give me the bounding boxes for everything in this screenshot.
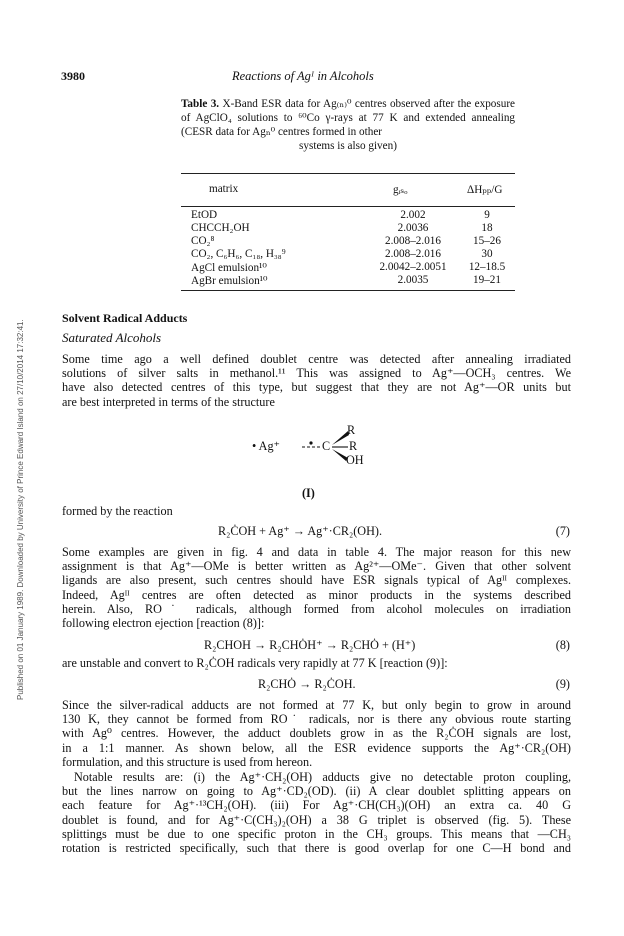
cell-g: 2.0042–2.0051	[379, 261, 447, 273]
text-line: rotation is restricted specifically, such that there is good overlap for one C—H bond and	[62, 841, 571, 856]
carbon-atom: C	[322, 439, 331, 453]
table-label: Table 3.	[181, 98, 220, 110]
text-line: Some examples are given in fig. 4 and data in table 4. The major reason for this new	[62, 545, 571, 559]
col-header-g: gᵢₛₒ	[393, 184, 408, 196]
table-row	[181, 222, 515, 235]
cell-dh: 9	[484, 209, 490, 221]
cell-dh: 18	[481, 222, 493, 234]
cell-dh: 15–26	[473, 235, 501, 247]
table-caption	[181, 97, 515, 153]
col-header-matrix: matrix	[209, 183, 239, 195]
paragraph	[62, 770, 571, 855]
text-line: have also detected centres of this type, but suggest that they are not Ag⁺—OR units but	[62, 380, 571, 395]
text-line: solutions of silver salts in methanol.¹¹ This was assigned to Ag⁺—OCH₃ centres. We	[62, 366, 571, 381]
cell-matrix: AgCl emulsion¹⁰	[191, 262, 267, 274]
text-line: each feature for Ag⁺·¹³CH₂(OH). (iii) For Ag⁺·CH(CH₃)(OH) an extra ca. 40 G	[62, 798, 571, 813]
cell-g: 2.008–2.016	[385, 235, 441, 247]
ag-center: • Ag⁺	[252, 439, 280, 453]
chemical-structure-I	[252, 423, 368, 483]
cell-g: 2.0036	[397, 222, 429, 234]
oh-group: OH	[346, 453, 364, 467]
equation-number: (7)	[555, 524, 570, 538]
caption-line: (CESR data for Agₙ⁰ centres formed in other	[181, 126, 383, 138]
cell-matrix: AgBr emulsion¹⁰	[191, 275, 268, 287]
text-line: splittings must be due to one specific proton in the CH₃ groups. This means that —CH₃	[62, 826, 571, 841]
cell-dh: 30	[481, 248, 493, 260]
paragraph	[62, 352, 571, 409]
cell-g: 2.002	[400, 209, 426, 221]
text-line: Notable results are: (i) the Ag⁺·CH₂(OH) adducts give no detectable proton coupling,	[74, 770, 571, 784]
cell-g: 2.008–2.016	[385, 248, 441, 260]
table-bottom-rule	[181, 290, 515, 291]
text-line: Some time ago a well defined doublet centre was detected after annealing irradiated	[62, 352, 571, 366]
cell-matrix: CHCCH₂OH	[191, 222, 250, 234]
cell-dh: 19–21	[473, 274, 501, 286]
equation-number: (9)	[555, 677, 570, 691]
text-line: ligands are also present, such centres should have ESR signals typical of Agᴵᴵ complexes.	[62, 573, 571, 588]
equation-7: R₂ĊOH + Ag⁺ → Ag⁺·CR₂(OH).	[218, 524, 383, 538]
cell-matrix: EtOD	[191, 209, 218, 221]
cell-g: 2.0035	[397, 274, 429, 286]
table-row	[181, 248, 515, 261]
col-header-dh: ΔHₚₚ/G	[467, 184, 503, 196]
table-top-rule	[181, 173, 515, 174]
text-line: formulation, and this structure is used from hereon.	[62, 754, 313, 769]
text-line: are unstable and convert to R₂ĊOH radicals very rapidly at 77 K [reaction (9)]:	[62, 656, 448, 670]
table-row	[181, 235, 515, 248]
page-number: 3980	[61, 69, 85, 83]
subsection-heading: Saturated Alcohols	[62, 330, 162, 345]
paragraph	[62, 698, 571, 769]
text-line: doublet is found, and for Ag⁺·C(CH₃)₂(OH) a 38 G triplet is observed (fig. 5). These	[62, 812, 571, 827]
cell-dh: 12–18.5	[468, 261, 506, 273]
text-line: herein. Also, RO˙ radicals, although formed from alcohol molecules on irradiation	[62, 601, 571, 616]
equation-9: R₂CHȮ → R₂ĊOH.	[258, 677, 356, 691]
caption-line: to ⁶⁰Co γ-rays at 77 K and extended annealing	[283, 112, 516, 124]
text-line: in a 1:1 manner. As shown below, all the ESR evidence supports the Ag⁺·CR₂(OH)	[62, 740, 571, 755]
text-line: Indeed, Agᴵᴵ centres are often detected as minor products in the systems described	[62, 587, 571, 602]
r-group-mid: R	[349, 439, 358, 453]
table-row	[181, 274, 515, 287]
running-head: Reactions of Agᴵ in Alcohols	[232, 69, 374, 83]
r-group-top: R	[347, 423, 356, 437]
text-line: 130 K, they cannot be formed from RO˙ radicals, nor is there any obvious route starting	[62, 712, 571, 727]
cell-matrix: CO₂, C₆H₆, C₁₈, H₃₈⁹	[191, 248, 286, 260]
download-notice-sidebar: Published on 01 January 1989. Downloaded by University of Prince Edward Island on 27/10/2014 17:32:41.	[16, 319, 25, 700]
structure-label: (I)	[302, 486, 315, 500]
equation-8: R₂CHOH → R₂CHȮH⁺ → R₂CHȮ + (H⁺)	[204, 638, 416, 652]
text-line: Since the silver-radical adducts are not formed at 77 K, but only begin to grow in around	[62, 698, 571, 712]
text-line: formed by the reaction	[62, 504, 173, 518]
section-heading: Solvent Radical Adducts	[62, 311, 188, 325]
cell-matrix: CO₂⁸	[191, 235, 215, 247]
table-row	[181, 261, 515, 274]
paragraph	[62, 545, 571, 630]
text-line: assignment is that Ag⁺—OMe is better written as Ag²⁺—OMe⁻. Given that other solvent	[62, 559, 571, 574]
text-line: are best interpreted in terms of the structure	[62, 394, 275, 409]
caption-line: systems is also given)	[299, 140, 397, 152]
text-line: following electron ejection [reaction (8)]:	[62, 616, 265, 631]
caption-line: X-Band ESR data for Ag₍ₙ₎⁰ centres	[222, 98, 387, 110]
equation-number: (8)	[555, 638, 570, 652]
table-header-rule	[181, 206, 515, 207]
table-row	[181, 209, 515, 222]
text-line: with Ag⁰ centres. However, the adduct doublets grow in as the R₂ĊOH signals are lost,	[62, 726, 571, 741]
caption-line: observed after the exposure of AgClO₄ solutions	[181, 98, 516, 124]
text-line: but the lines narrow on going to Ag⁺·CD₂(OD). (ii) A clear doublet splitting appears on	[62, 784, 571, 799]
